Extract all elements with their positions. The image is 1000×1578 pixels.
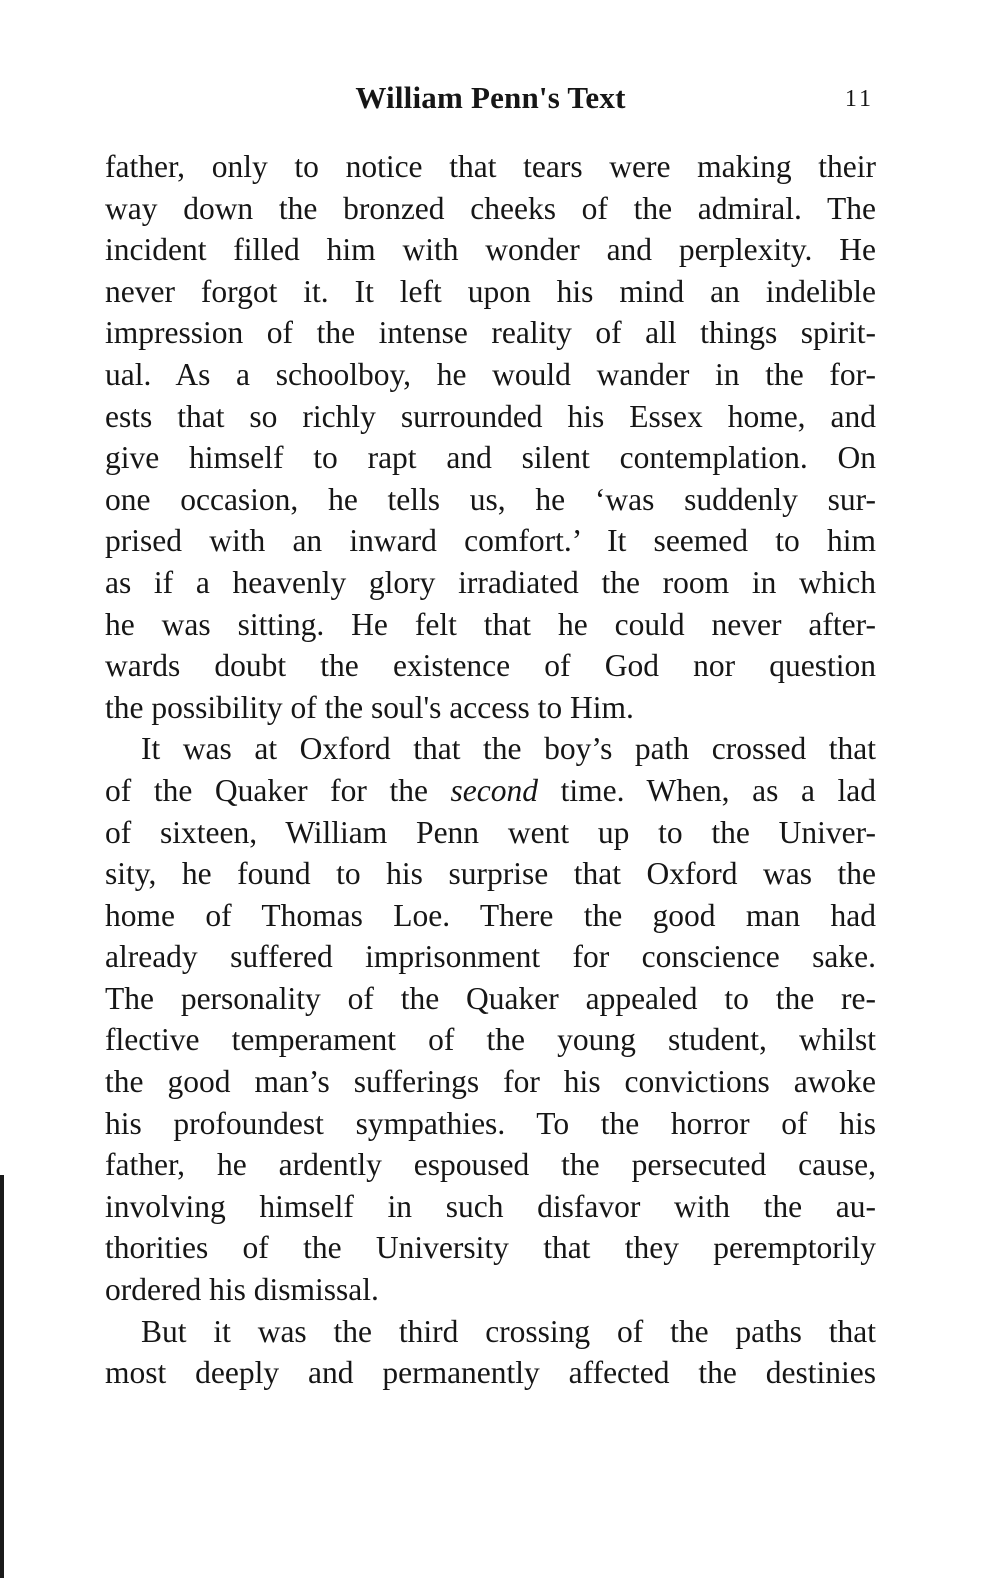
running-title: William Penn's Text: [355, 80, 626, 115]
text-line: way down the bronzed cheeks of the admiral. The: [105, 190, 876, 226]
text-line: already suffered imprisonment for conscience sake.: [105, 939, 876, 975]
text-line: of sixteen, William Penn went up to the Univer-: [105, 814, 876, 850]
emphasized-word: second: [450, 772, 539, 808]
text-line: flective temperament of the young student, whilst: [105, 1022, 876, 1058]
paragraph-start-line: It was at Oxford that the boy’s path crossed that: [141, 731, 876, 767]
page-edge-shadow: [0, 1175, 4, 1578]
text-line: he was sitting. He felt that he could never after-: [105, 606, 876, 642]
paragraph-end-line: ordered his dismissal.: [105, 1272, 379, 1308]
text-line: thorities of the University that they peremptorily: [105, 1230, 876, 1266]
page-number: 11: [844, 86, 874, 112]
text-line: the good man’s sufferings for his convictions awoke: [105, 1064, 876, 1100]
text-line: prised with an inward comfort.’ It seemed to him: [105, 523, 876, 559]
text-line: never forgot it. It left upon his mind an indelible: [105, 273, 876, 309]
text-line: father, he ardently espoused the persecuted cause,: [105, 1147, 876, 1183]
text-line: sity, he found to his surprise that Oxford was the: [105, 856, 876, 892]
page-header: [105, 80, 876, 124]
text-line: most deeply and permanently affected the destinies: [105, 1355, 876, 1391]
text-line: give himself to rapt and silent contemplation. On: [105, 440, 876, 476]
text-line: ests that so richly surrounded his Essex home, and: [105, 398, 876, 434]
text-line: wards doubt the existence of God nor question: [105, 648, 876, 684]
text-line: one occasion, he tells us, he ‘was suddenly sur-: [105, 481, 876, 517]
line-text-before: of the Quaker for the: [105, 772, 451, 808]
line-text-after: time. When, as a lad: [538, 772, 876, 808]
body-text: [105, 146, 876, 1394]
text-line: father, only to notice that tears were making their: [105, 149, 876, 184]
text-line: incident filled him with wonder and perplexity. He: [105, 232, 876, 268]
text-line: his profoundest sympathies. To the horror of his: [105, 1105, 876, 1141]
paragraph-end-line: the possibility of the soul's access to Him.: [105, 689, 634, 725]
paragraph-start-line: But it was the third crossing of the paths that: [141, 1313, 876, 1349]
text-line: as if a heavenly glory irradiated the room in which: [105, 564, 876, 600]
text-line: involving himself in such disfavor with the au-: [105, 1188, 876, 1224]
text-line: home of Thomas Loe. There the good man had: [105, 897, 876, 933]
text-line: impression of the intense reality of all things spirit-: [105, 315, 876, 351]
text-line: ual. As a schoolboy, he would wander in the for-: [105, 356, 876, 392]
text-line-with-emphasis: [105, 770, 876, 812]
text-line: The personality of the Quaker appealed to the re-: [105, 980, 876, 1016]
